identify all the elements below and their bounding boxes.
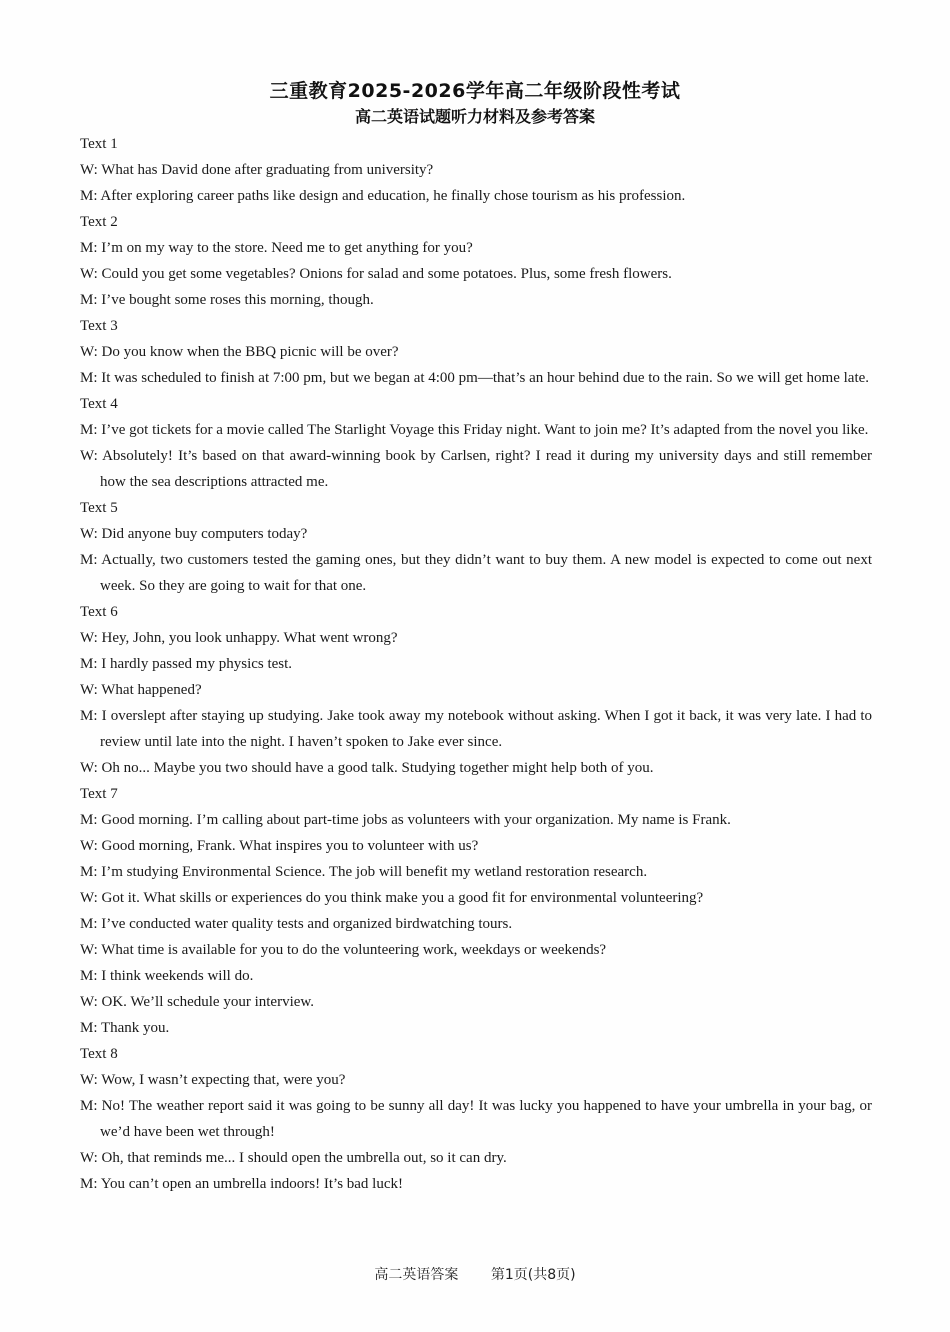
transcript-body [80,131,872,1197]
text-label: Text 3 [80,318,118,334]
dialogue-line: W: Do you know when the BBQ picnic will be over? [80,344,399,360]
dialogue-line: M: No! The weather report said it was going to be sunny all day! It was lucky you happened to have your umbrella in your bag, or we’d have been wet through! [80,1098,872,1140]
dialogue-line: M: I’ve conducted water quality tests and organized birdwatching tours. [80,916,513,932]
dialogue-line: W: What happened? [80,682,202,698]
dialogue-line: W: Oh, that reminds me... I should open the umbrella out, so it can dry. [80,1150,507,1166]
text-label: Text 5 [80,500,118,516]
text-label: Text 2 [80,214,118,230]
page-subtitle: 高二英语试题听力材料及参考答案 [354,107,595,126]
dialogue-line: W: Wow, I wasn’t expecting that, were you? [80,1072,346,1088]
page-title: 三重教育2025-2026学年高二年级阶段性考试 [269,80,681,102]
text-label: Text 6 [80,604,118,620]
text-label: Text 1 [80,136,118,152]
dialogue-line: M: After exploring career paths like design and education, he finally chose tourism as his profession. [80,188,686,204]
dialogue-line: W: Could you get some vegetables? Onions for salad and some potatoes. Plus, some fresh flowers. [80,266,672,282]
page-footer [0,1264,950,1284]
dialogue-line: W: Hey, John, you look unhappy. What went wrong? [80,630,398,646]
text-label: Text 7 [80,786,118,802]
dialogue-line: M: I’m studying Environmental Science. The job will benefit my wetland restoration research. [80,864,648,880]
dialogue-line: W: OK. We’ll schedule your interview. [80,994,315,1010]
dialogue-line: M: I’ve got tickets for a movie called The Starlight Voyage this Friday night. Want to join me? It’s adapted from the novel you like. [80,422,869,438]
dialogue-line: W: Did anyone buy computers today? [80,526,308,542]
dialogue-line: M: I hardly passed my physics test. [80,656,293,672]
text-label: Text 8 [80,1046,118,1062]
dialogue-line: W: Absolutely! It’s based on that award-winning book by Carlsen, right? I read it during my university days and still remember how the sea descriptions attracted me. [80,448,872,490]
dialogue-line: W: What time is available for you to do the volunteering work, weekdays or weekends? [80,942,607,958]
dialogue-line: M: It was scheduled to finish at 7:00 pm, but we began at 4:00 pm—that’s an hour behind due to the rain. So we will get home late. [80,370,870,386]
dialogue-line: M: I overslept after staying up studying. Jake took away my notebook without asking. When I got it back, it was very late. I had to review until late into the night. I haven’t spoken to Jake ever since. [80,708,872,750]
dialogue-line: M: Good morning. I’m calling about part-time jobs as volunteers with your organization. My name is Frank. [80,812,731,828]
dialogue-line: M: Thank you. [80,1020,170,1036]
dialogue-line: W: Good morning, Frank. What inspires you to volunteer with us? [80,838,479,854]
text-label: Text 4 [80,396,118,412]
dialogue-line: M: I’ve bought some roses this morning, though. [80,292,374,308]
dialogue-line: M: I’m on my way to the store. Need me to get anything for you? [80,240,473,256]
footer-subject: 高二英语答案 [374,1267,459,1283]
dialogue-line: M: I think weekends will do. [80,968,254,984]
dialogue-line: W: Oh no... Maybe you two should have a good talk. Studying together might help both of you. [80,760,654,776]
page-number: 第1页(共8页) [490,1267,576,1283]
dialogue-line: W: What has David done after graduating from university? [80,162,434,178]
dialogue-line: W: Got it. What skills or experiences do you think make you a good fit for environmental volunteering? [80,890,704,906]
dialogue-line: M: Actually, two customers tested the gaming ones, but they didn’t want to buy them. A new model is expected to come out next week. So they are going to wait for that one. [80,552,872,594]
dialogue-line: M: You can’t open an umbrella indoors! It’s bad luck! [80,1176,404,1192]
